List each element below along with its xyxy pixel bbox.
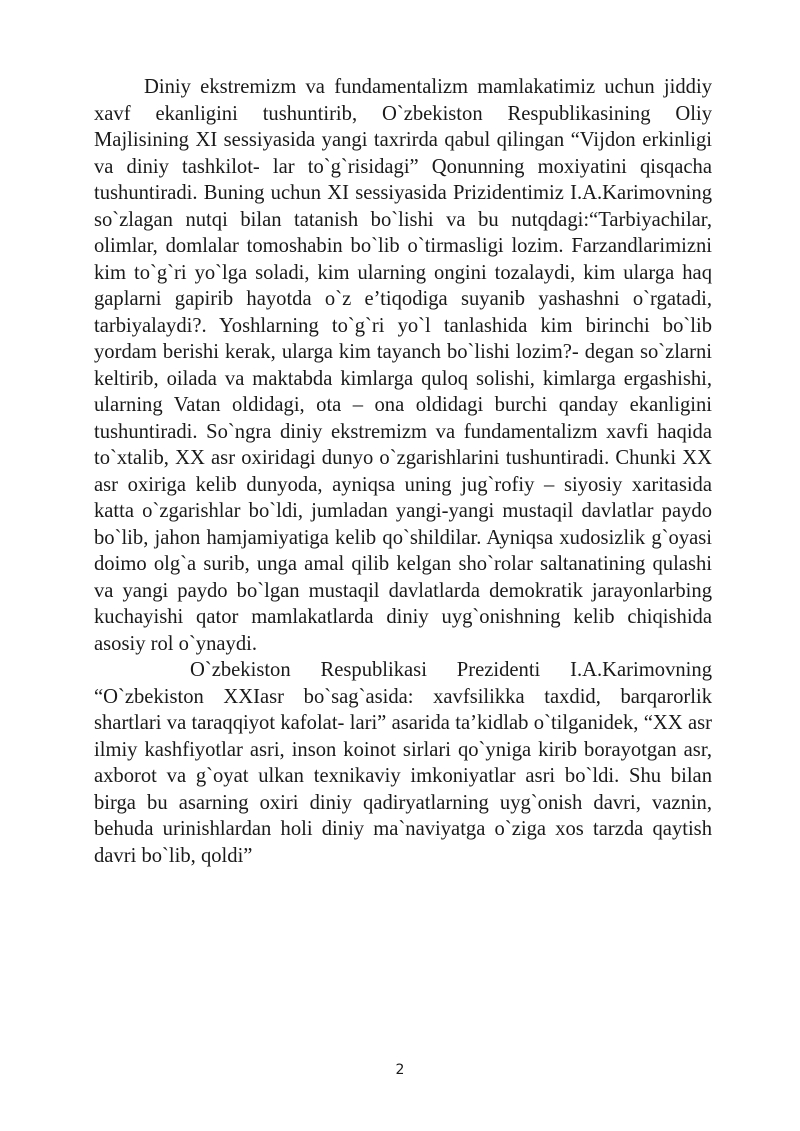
paragraph-2: O`zbekiston Respublikasi Prezidenti I.A.Karimovning “O`zbekiston XXIasr bo`sag`asida: xavfsilikka taxdid, barqarorlik shartlari va taraqqiyot kafolat- lari” asarida ta’kidlab o`tilganidek, “XX asr ilmiy kashfiyotlar asri, inson koinot sirlari qo`yniga kirib borayotgan asr, axborot va g`oyat ulkan texnikaviy imkoniyatlar asri bo`ldi. Shu bilan birga bu asarning oxiri diniy qadiryatlarning uyg`onish davri, vaznin, behuda urinishlardan holi diniy ma`naviyatga o`ziga xos tarzda qaytish davri bo`lib, qoldi” bbox=[94, 659, 712, 867]
page-number: 2 bbox=[395, 1062, 405, 1078]
paragraph-1: Diniy ekstremizm va fundamentalizm mamlakatimiz uchun jiddiy xavf ekanligini tushuntirib, O`zbekiston Respublikasining Oliy Majlisining XI sessiyasida yangi taxrirda qabul qilingan “Vijdon erkinligi va diniy tashkilot- lar to`g`risidagi” Qonunning moxiyatini qisqacha tushuntiradi. Buning uchun XI sessiyasida Prizidentimiz I.A.Karimovning so`zlagan nutqi bilan tatanish bo`lishi va bu nutqdagi:“Tarbiyachilar, olimlar, domlalar tomoshabin bo`lib o`tirmasligi lozim. Farzandlarimizni kim to`g`ri yo`lga soladi, kim ularning ongini tozalaydi, kim ularga haq gaplarni gapirib hayotda o`z e’tiqodiga suyanib yashashni o`rgatadi, tarbiyalaydi?. Yoshlarning to`g`ri yo`l tanlashida kim birinchi bo`lib yordam berishi kerak, ularga kim tayanch bo`lishi lozim?- degan so`zlarni keltirib, oilada va maktabda kimlarga quloq solishi, kimlarga ergashishi, ularning Vatan oldidagi, ota – ona oldidagi burchi qanday ekanligini tushuntiradi. So`ngra diniy ekstremizm va fundamentalizm xavfi haqida to`xtalib, XX asr oxiridagi dunyo o`zgarishlarini tushuntiradi. Chunki XX asr oxiriga kelib dunyoda, ayniqsa uning jug`rofiy – siyosiy xaritasida katta o`zgarishlar bo`ldi, jumladan yangi-yangi mustaqil davlatlar paydo bo`lib, jahon hamjamiyatiga kelib qo`shildilar. Ayniqsa xudosizlik g`oyasi doimo olg`a surib, unga amal qilib kelgan sho`rolar saltanatining qulashi va yangi paydo bo`lgan mustaqil davlatlarda demokratik jarayonlarbing kuchayishi qator mamlakatlarda diniy uyg`onishning kelib chiqishida asosiy rol o`ynaydi. bbox=[94, 76, 712, 655]
document-body bbox=[94, 74, 712, 869]
